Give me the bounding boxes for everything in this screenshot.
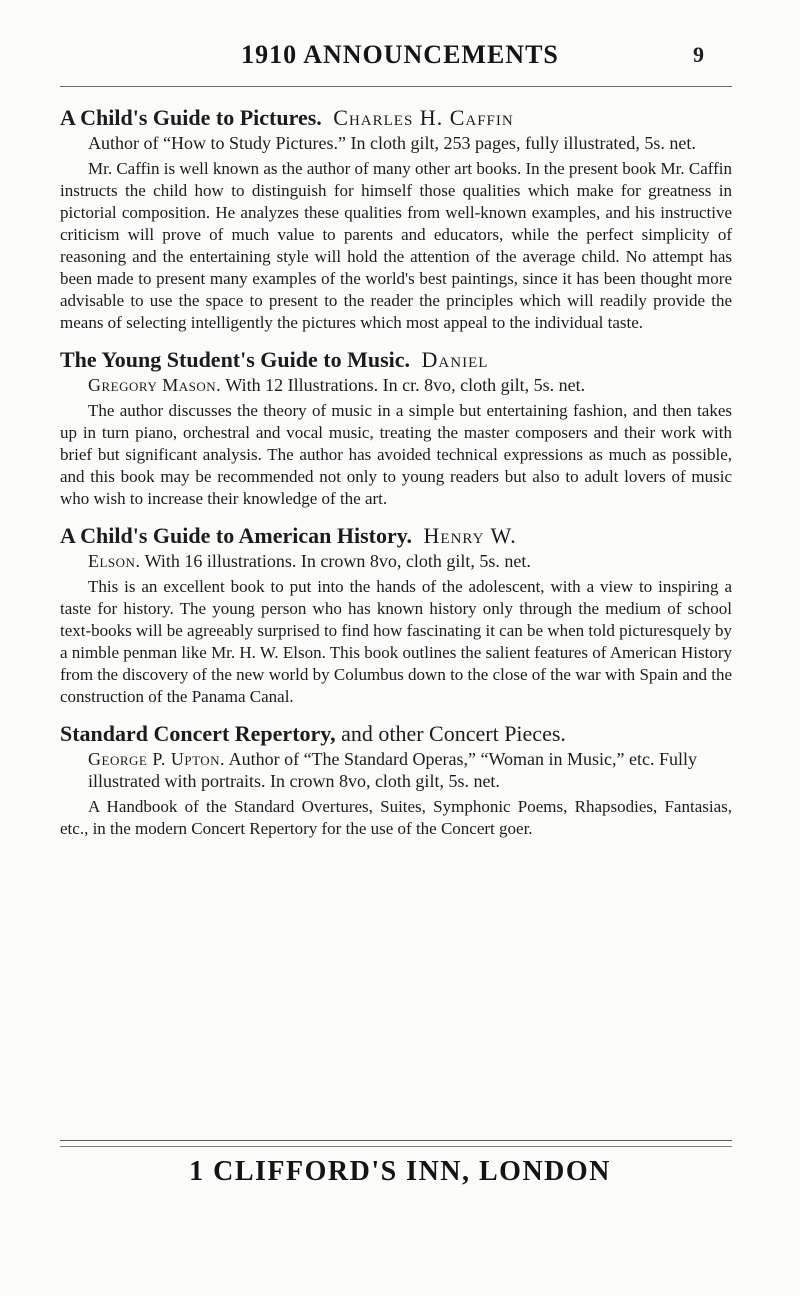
author-name: Henry W. bbox=[423, 523, 517, 548]
book-description: This is an excellent book to put into the hands of the adolescent, with a view to inspiring a taste for history. The young person who has known history only through the medium of school text-books will be agreeably surprised to find how fascinating it can be when told picturesquely by a nimble penman like Mr. H. W. Elson. This book outlines the salient features of American History from the discovery of the new world by Columbus down to the close of the war with Spain and the construction of the Panama Canal. bbox=[60, 577, 733, 706]
header-rule bbox=[60, 86, 732, 87]
running-head: 1910 ANNOUNCEMENTS bbox=[241, 40, 559, 69]
book-title: Standard Concert Repertory, bbox=[60, 721, 336, 746]
announcement-entry bbox=[60, 522, 732, 708]
author-name: George P. Upton. bbox=[88, 749, 226, 769]
book-details-text: Author of “The Standard Operas,” “Woman in Music,” etc. Fully illustrated with portraits. In crown 8vo, cloth gilt, 5s. net. bbox=[88, 749, 697, 791]
announcement-entry bbox=[60, 720, 732, 840]
announcement-entry bbox=[60, 104, 732, 334]
book-title: A Child's Guide to American History. bbox=[60, 523, 413, 548]
entry-heading bbox=[60, 522, 732, 550]
publisher-imprint: 1 CLIFFORD'S INN, LONDON bbox=[189, 1156, 611, 1187]
author-name: Daniel bbox=[421, 347, 489, 372]
book-details-text: With 16 illustrations. In crown 8vo, cloth gilt, 5s. net. bbox=[144, 551, 531, 571]
footer-rule-secondary bbox=[60, 1146, 732, 1147]
author-name-continued: Gregory Mason. bbox=[88, 375, 222, 395]
author-name: Charles H. Caffin bbox=[333, 105, 514, 130]
announcements-list bbox=[60, 104, 732, 840]
entry-heading bbox=[60, 720, 732, 748]
announcement-entry bbox=[60, 346, 732, 510]
book-description: The author discusses the theory of music in a simple but entertaining fashion, and then takes up in turn piano, orchestral and vocal music, treating the master composers and their work with brief but significant analysis. The author has avoided technical expressions as much as possible, and this book may be recommended not only to young readers but also to adult lovers of music who wish to increase their knowledge of the art. bbox=[60, 401, 732, 508]
book-subtitle: and other Concert Pieces. bbox=[341, 721, 566, 746]
footer-rule bbox=[60, 1140, 732, 1141]
entry-heading bbox=[60, 346, 732, 374]
book-details: Author of “How to Study Pictures.” In cloth gilt, 253 pages, fully illustrated, 5s. net. bbox=[88, 133, 696, 153]
book-title: The Young Student's Guide to Music. bbox=[60, 347, 411, 372]
book-details bbox=[88, 374, 732, 396]
book-title: A Child's Guide to Pictures. bbox=[60, 105, 322, 130]
author-name-continued: Elson. bbox=[88, 551, 141, 571]
book-details bbox=[88, 550, 732, 572]
entry-heading bbox=[60, 104, 732, 132]
book-details-text: With 12 Illustrations. In cr. 8vo, cloth gilt, 5s. net. bbox=[225, 375, 586, 395]
book-details bbox=[88, 748, 732, 792]
book-description: A Handbook of the Standard Overtures, Suites, Symphonic Poems, Rhapsodies, Fantasias, etc., in the modern Concert Repertory for the use of the Concert goer. bbox=[60, 797, 732, 838]
book-description: Mr. Caffin is well known as the author of many other art books. In the present book Mr. Caffin instructs the child how to distinguish for himself those qualities which make for greatness in pictorial composition. He analyzes these qualities from well-known examples, and his instructive criticism will prove of much value to parents and educators, while the perfect simplicity of reasoning and the entertaining style will hold the attention of the average child. No attempt has been made to present many examples of the world's best paintings, since it has been thought more advisable to use the space to present to the reader the principles which will readily provide the means of selecting intelligently the pictures which most appeal to the individual taste. bbox=[60, 159, 732, 332]
page-number: 9 bbox=[693, 42, 704, 67]
